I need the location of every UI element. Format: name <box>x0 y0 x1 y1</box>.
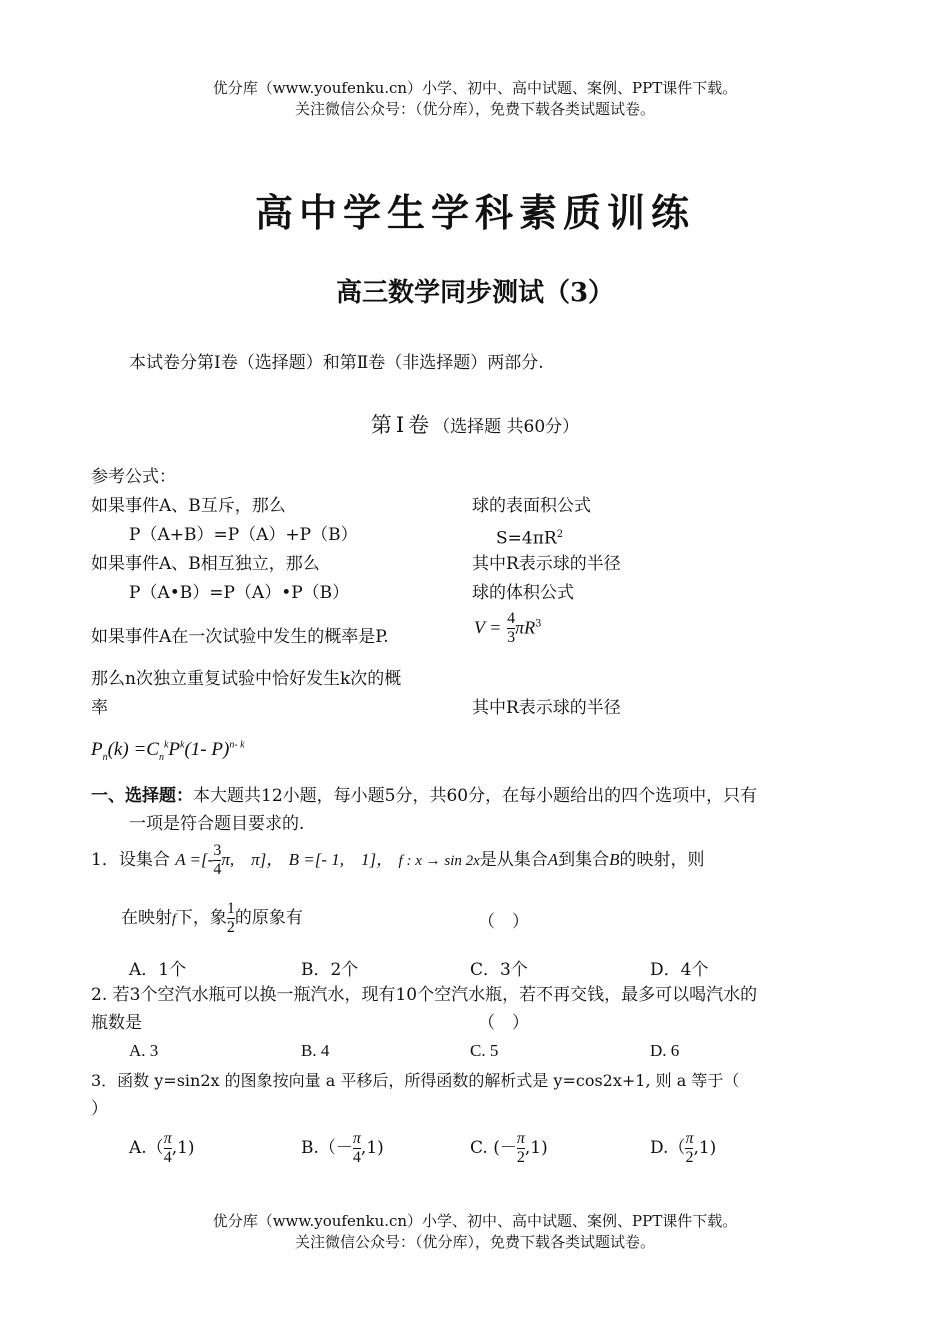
q1-half-den: 2 <box>226 919 235 936</box>
page-title: 高中学生学科素质训练 <box>254 191 695 235</box>
section-label: 第Ⅰ卷 <box>370 413 434 437</box>
formula-right-4: 球的体积公式 <box>472 583 574 603</box>
q3-d-num: π <box>685 1130 694 1147</box>
q3-option-a <box>129 1130 195 1167</box>
q1-line2c: 的原象有 <box>234 908 303 928</box>
footer-line-2: 关注微信公众号：（优分库），免费下载各类试题试卷。 <box>294 1233 655 1251</box>
q2-answer-blank: （ ） <box>478 1013 529 1033</box>
q1-set-b: B =[- 1, 1]， <box>288 850 394 869</box>
question-2-line2: 瓶数是 <box>91 1013 142 1033</box>
q1-frac-den: 4 <box>213 861 222 878</box>
q1-lead: 1．设集合 <box>91 850 170 870</box>
formula-left-3: 如果事件A、B相互独立，那么 <box>91 554 320 574</box>
question-2: 2. 若3个空汽水瓶可以换一瓶汽水，现有10个空汽水瓶，若不再交钱，最多可以喝汽水的 <box>91 985 758 1005</box>
q2-option-c: C. 5 <box>470 1041 499 1060</box>
section-note: （选择题 共60分） <box>433 417 580 437</box>
q3-c-frac <box>517 1130 525 1167</box>
q3-a-num: π <box>163 1130 172 1147</box>
binomial-formula <box>91 738 245 763</box>
header-line-1: 优分库（www.youfenku.cn）小学、初中、高中试题、案例、PPT课件下载。 <box>212 79 738 97</box>
section-heading <box>0 409 950 439</box>
q1-set-a1: A =[- <box>175 850 214 869</box>
sphere-area-exp: 2 <box>556 529 564 540</box>
volume-fraction <box>507 610 515 647</box>
binomial-tail: (1- P) <box>184 739 230 760</box>
q1-b: B <box>609 850 620 869</box>
q1-answer-blank: （ ） <box>478 912 529 932</box>
volume-exp: 3 <box>535 618 542 630</box>
q1-f: f <box>172 912 176 927</box>
part1-label: 一、选择题： <box>91 786 193 806</box>
formula-left-7: 率 <box>91 698 108 718</box>
q1-tail: 是从集合 <box>479 850 548 870</box>
q3-b-num: π <box>352 1130 361 1147</box>
q1-line2b: 下，象 <box>175 908 227 928</box>
q1-map: f : x → sin 2x <box>398 853 480 869</box>
q1-to: 到集合 <box>558 850 610 870</box>
formula-sphere-volume <box>474 610 541 647</box>
binomial-p2: P <box>168 739 181 760</box>
formula-right-1: 球的表面积公式 <box>472 496 591 516</box>
binomial-c-n: n <box>158 751 164 763</box>
q3-b-post: ,1) <box>360 1138 384 1158</box>
q1-line2a: 在映射 <box>121 908 172 928</box>
q1-half-num: 1 <box>226 900 235 917</box>
header-line-2: 关注微信公众号：（优分库），免费下载各类试题试卷。 <box>294 100 655 118</box>
sphere-area-text: S=4πR <box>496 528 557 549</box>
q1-frac-num: 3 <box>213 842 222 859</box>
q3-b-frac <box>353 1130 361 1167</box>
q1-option-c: C．3个 <box>470 960 528 980</box>
footer-line-1: 优分库（www.youfenku.cn）小学、初中、高中试题、案例、PPT课件下载。 <box>212 1212 738 1230</box>
binomial-p: P <box>91 739 103 760</box>
q1-set-a2: π, π]， <box>221 850 284 869</box>
q1-option-d: D．4个 <box>650 960 709 980</box>
q3-c-num: π <box>516 1130 525 1147</box>
question-1 <box>91 842 705 879</box>
binomial-c-k: k <box>163 739 169 751</box>
part1-text-2: 一项是符合题目要求的. <box>129 814 305 834</box>
q3-option-d <box>650 1130 716 1167</box>
q1-tail2: 的映射，则 <box>619 850 705 870</box>
formula-left-2: P（A+B）=P（A）+P（B） <box>129 525 358 545</box>
binomial-sub-n: n <box>102 751 108 763</box>
formula-heading: 参考公式： <box>91 467 176 487</box>
q1-option-a: A．1个 <box>129 960 187 980</box>
question-1-line2 <box>121 900 303 937</box>
binomial-exp: n- k <box>229 739 245 751</box>
q2-option-a: A. 3 <box>129 1041 159 1060</box>
formula-right-6: 其中R表示球的半径 <box>472 698 621 718</box>
question-3-line2: ） <box>91 1099 108 1119</box>
part1-text: 本大题共12小题，每小题5分，共60分，在每小题给出的四个选项中，只有 <box>193 786 758 806</box>
formula-left-6: 那么n次独立重复试验中恰好发生k次的概 <box>91 669 402 689</box>
q1-half <box>227 900 235 937</box>
q3-a-pre: A.（ <box>129 1138 164 1158</box>
q1-a: A <box>547 850 559 869</box>
formula-sphere-area <box>496 524 563 550</box>
formula-left-4: P（A•B）=P（A）•P（B） <box>129 583 350 603</box>
q3-option-b <box>301 1130 384 1167</box>
q3-option-c <box>470 1130 548 1167</box>
volume-lhs: V = <box>474 617 502 638</box>
binomial-mid: (k) =C <box>107 739 159 760</box>
q3-a-frac <box>164 1130 172 1167</box>
q3-d-den: 2 <box>685 1149 694 1166</box>
part1-instruction <box>91 785 757 807</box>
q3-a-post: ,1) <box>171 1138 195 1158</box>
q3-c-pre: C. (－ <box>470 1138 517 1158</box>
q3-b-den: 4 <box>352 1149 361 1166</box>
page-subtitle: 高三数学同步测试（3） <box>335 278 615 308</box>
q1-option-b: B．2个 <box>301 960 359 980</box>
binomial-p-k: k <box>180 739 185 751</box>
q3-b-pre: B.（－ <box>301 1138 353 1158</box>
volume-num: 4 <box>507 610 516 627</box>
question-3: 3．函数 y=sin2x 的图象按向量 a 平移后，所得函数的解析式是 y=cos2x+1, 则 a 等于（ <box>91 1071 740 1090</box>
formula-left-5: 如果事件A在一次试验中发生的概率是P. <box>91 627 389 647</box>
q3-a-den: 4 <box>163 1149 172 1166</box>
q2-option-b: B. 4 <box>301 1041 330 1060</box>
q3-d-pre: D.（ <box>650 1138 686 1158</box>
q3-c-post: ,1) <box>524 1138 548 1158</box>
intro-text: 本试卷分第Ⅰ卷（选择题）和第Ⅱ卷（非选择题）两部分. <box>129 353 544 373</box>
formula-right-3: 其中R表示球的半径 <box>472 554 621 574</box>
q2-option-d: D. 6 <box>650 1041 680 1060</box>
q3-c-den: 2 <box>516 1149 525 1166</box>
formula-left-1: 如果事件A、B互斥，那么 <box>91 496 286 516</box>
volume-den: 3 <box>507 629 516 646</box>
q3-d-post: ,1) <box>693 1138 717 1158</box>
volume-tail: πR <box>515 617 536 638</box>
